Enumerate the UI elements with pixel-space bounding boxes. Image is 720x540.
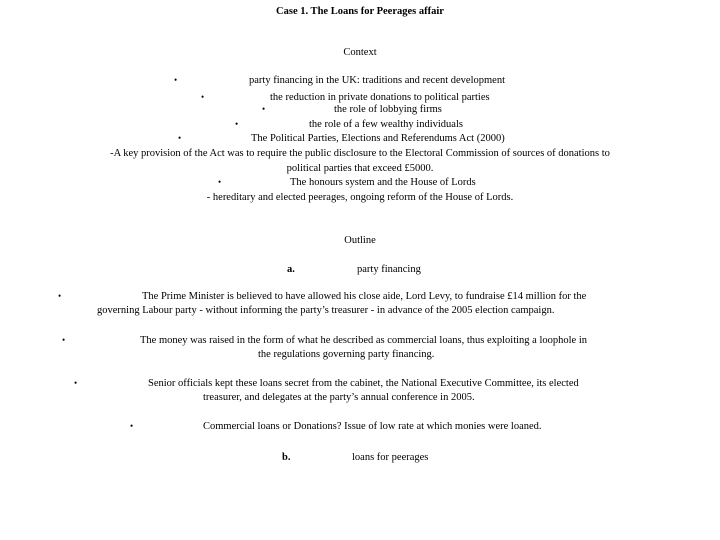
outline-point: Senior officials kept these loans secret from the cabinet, the National Executive Committee, its elected	[148, 378, 579, 389]
context-item: the role of a few wealthy individuals	[309, 119, 463, 130]
context-item: the role of lobbying firms	[334, 104, 442, 115]
bullet-icon: •	[201, 92, 205, 102]
bullet-icon: •	[178, 133, 182, 143]
context-heading: Context	[343, 47, 377, 58]
bullet-icon: •	[262, 104, 266, 114]
context-item: party financing in the UK: traditions and recent development	[249, 75, 506, 86]
bullet-icon: •	[74, 378, 78, 388]
bullet-icon: •	[62, 335, 66, 345]
act-note: -A key provision of the Act was to require the public disclosure to the Electoral Commission of sources of donations to	[110, 148, 610, 159]
section-a-label: party financing	[357, 264, 421, 275]
section-b-label: loans for peerages	[352, 452, 429, 463]
act-note-continued: political parties that exceed £5000.	[286, 163, 434, 174]
outline-point: The money was raised in the form of what he described as commercial loans, thus exploiting a loophole in	[140, 335, 588, 346]
outline-point-continued: the regulations governing party financing.	[258, 349, 435, 360]
section-a-marker: a.	[287, 264, 295, 275]
bullet-icon: •	[130, 421, 134, 431]
context-item: the reduction in private donations to political parties	[270, 92, 490, 103]
page-title: Case 1. The Loans for Peerages affair	[276, 6, 444, 17]
bullet-icon: •	[58, 291, 62, 301]
context-item: The Political Parties, Elections and Referendums Act (2000)	[251, 133, 505, 144]
outline-point-continued: treasurer, and delegates at the party’s annual conference in 2005.	[203, 392, 475, 403]
honours-note: - hereditary and elected peerages, ongoing reform of the House of Lords.	[206, 192, 514, 203]
section-b-marker: b.	[282, 452, 291, 463]
context-item: The honours system and the House of Lords	[290, 177, 476, 188]
bullet-icon: •	[174, 75, 178, 85]
outline-point: The Prime Minister is believed to have allowed his close aide, Lord Levy, to fundraise £14 million for the	[142, 291, 587, 302]
bullet-icon: •	[218, 177, 222, 187]
bullet-icon: •	[235, 119, 239, 129]
outline-heading: Outline	[344, 235, 376, 246]
outline-point: Commercial loans or Donations? Issue of low rate at which monies were loaned.	[203, 421, 542, 432]
outline-point-continued: governing Labour party - without informing the party’s treasurer - in advance of the 2005 election campaign.	[97, 305, 555, 316]
